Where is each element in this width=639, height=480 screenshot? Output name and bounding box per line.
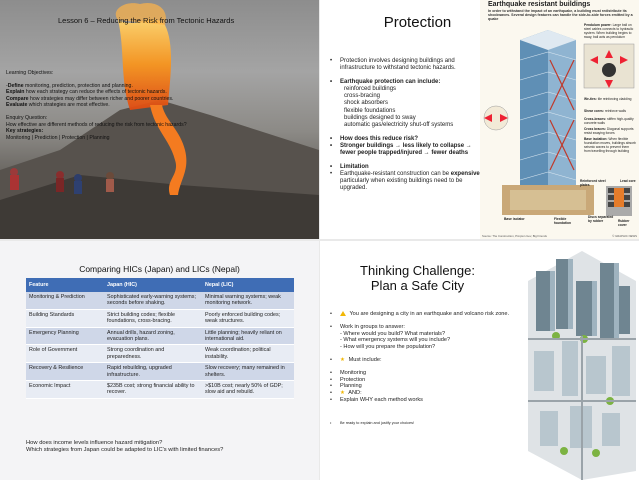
title-line-2: Plan a Safe City (370, 278, 465, 293)
question-1: How does income levels influence hazard mitigation? (26, 440, 163, 446)
must-item: • Planning (326, 383, 522, 390)
learning-objectives (6, 70, 216, 141)
how-heading-bullet: • How does this reduce risk? (326, 136, 484, 143)
must-item: • Protection (326, 377, 522, 384)
table-cell: Weak coordination; political instability. (202, 345, 294, 363)
note-cross-braces-walls: Cross-braces: stiffen high-quality concrete walls (584, 117, 634, 125)
note-base-isolator: Base isolator (504, 217, 525, 221)
lesson-title: Lesson 6 – Reducing the Risk from Tectonic Hazards (58, 16, 235, 25)
note-base-isolation: Base isolation: When flexible foundation moves, buildings absorb seismic waves to prevent them from travelling through building (584, 137, 636, 153)
diagram-title: Earthquake resistant buildings (488, 1, 591, 8)
warning-icon (340, 311, 346, 316)
slide-title (330, 263, 505, 293)
table-cell: $235B cost; strong financial ability to recover. (104, 381, 202, 399)
slide-title: Comparing HICs (Japan) and LICs (Nepal) (79, 264, 240, 274)
objective-item: -Define monitoring, prediction, protection and planning. (6, 82, 133, 89)
table-row (26, 381, 294, 399)
eq-item: reinforced buildings (344, 85, 397, 92)
key-strategies-heading: Key strategies: (6, 128, 44, 135)
note-rubber-cover: Rubber cover (618, 219, 630, 227)
table-cell: Emergency Planning (26, 327, 104, 345)
discussion-questions (26, 440, 306, 455)
enquiry-text: How effective are different methods of reducing the risk from tectonic hazards? (6, 121, 187, 128)
note-we-ties: We-ties: tile reinforcing cladding (584, 97, 632, 101)
slide-comparison[interactable] (0, 241, 319, 480)
table-cell: Annual drills, hazard zoning, evacuation plans. (104, 327, 202, 345)
table-row (26, 363, 294, 381)
groups-heading: • Work in groups to answer: (326, 324, 522, 331)
limitation-text: • Earthquake-resistant construction can be expensive particularly when existing buildings need to be upgraded. (326, 171, 484, 193)
footer-bullet: • Be ready to explain and justify your choices! (326, 420, 522, 427)
intro-bullet: • You are designing a city in an earthquake and volcano risk zone. (326, 311, 522, 318)
protection-text (326, 58, 484, 193)
title-line-1: Thinking Challenge: (360, 263, 475, 278)
table-cell: Recovery & Resilience (26, 363, 104, 381)
table-cell: Monitoring & Prediction (26, 292, 104, 309)
intro-bullet: • Protection involves designing buildings and infrastructure to withstand tectonic hazards. (326, 58, 484, 73)
table-cell: >$10B cost; nearly 50% of GDP; slow aid and rebuild. (202, 381, 294, 399)
eq-heading-bullet: • Earthquake protection can include: (326, 79, 484, 86)
explain-bullet: • Explain WHY each method works (326, 397, 522, 404)
table-cell: Role of Government (26, 345, 104, 363)
key-strategies-text: Monitoring | Prediction | Protection | Planning (6, 134, 110, 141)
objective-item: Compare how strategies may differ between richer and poorer countries. (6, 95, 174, 102)
table-cell: Slow recovery; many remained in shelters. (202, 363, 294, 381)
question-2: Which strategies from Japan could be adapted to LIC's with limited finances? (26, 447, 224, 454)
table-cell: Minimal warning systems; weak monitoring network. (202, 292, 294, 309)
limitation-heading: • Limitation (326, 164, 484, 171)
column-header: Japan (HIC) (104, 278, 202, 292)
eq-item: cross-bracing (344, 93, 381, 100)
note-cross-braces: Cross braces: Diagonal supports resist swaying forces (584, 127, 634, 135)
note-pendulum: Pendulum power: Large ball on steel cables connects to hydraulic system. When building begins to sway, ball acts as pendulum (584, 23, 634, 39)
slide-lesson-title[interactable] (0, 0, 319, 239)
note-shear-cores: Shear cores: reinforce walls (584, 109, 626, 113)
diagram-subtitle: In order to withstand the impact of an earthquake, a building must redistribute its shockwaves. Several design features can handle the side-to-side forces emitted by a quake (488, 9, 633, 22)
column-header: Nepal (LIC) (202, 278, 294, 292)
diagram-source: Source: The Construction, Pimpton Gov, Big Friends © GRAPHIC NEWS (482, 234, 637, 238)
and-bullet: • ★ AND: (326, 390, 522, 397)
column-header: Feature (26, 278, 104, 292)
enquiry-heading: Enquiry Question: (6, 114, 48, 121)
table-cell: Strict building codes; flexible foundations, cross-bracing. (104, 309, 202, 327)
slide-thinking-challenge[interactable] (320, 241, 639, 480)
table-row (26, 309, 294, 327)
isometric-city-image (526, 241, 639, 480)
table-cell: Building Standards (26, 309, 104, 327)
table-row (26, 292, 294, 309)
table-cell: Little planning; heavily reliant on international aid. (202, 327, 294, 345)
must-item: • Monitoring (326, 370, 522, 377)
note-flexible-foundation: Flexible foundation (554, 217, 572, 225)
earthquake-building-diagram (480, 0, 639, 239)
objective-item: Explain how each strategy can reduce the effects of tectonic hazards. (6, 89, 167, 96)
objective-item: Evaluate which strategies are most effective. (6, 102, 110, 109)
how-text-bullet: • Stronger buildings → less likely to collapse → fewer people trapped/injured → fewer deaths (326, 143, 484, 158)
table-cell: Economic Impact (26, 381, 104, 399)
group-question: - How will you prepare the population? (340, 344, 436, 351)
objectives-heading: Learning Objectives: (6, 70, 54, 76)
slide-title: Protection (383, 14, 452, 31)
eq-item: flexible foundations (344, 107, 396, 114)
comparison-table (26, 278, 294, 399)
note-rubber-discs: Discs separated by rubber (588, 215, 614, 223)
table-cell: Strong coordination and preparedness. (104, 345, 202, 363)
slide-protection[interactable] (320, 0, 639, 239)
group-question: - What emergency systems will you include? (340, 337, 451, 344)
eq-item: shock absorbers (344, 100, 389, 107)
table-cell: Rapid rebuilding, upgraded infrastructure. (104, 363, 202, 381)
note-steel-plates: Reinforced steel plates (580, 179, 606, 187)
must-include-bullet: • ★ Must include: (326, 357, 522, 364)
group-question: - Where would you build? What materials? (340, 330, 446, 337)
table-cell: Poorly enforced building codes; weak structures. (202, 309, 294, 327)
star-icon: ★ (340, 356, 346, 363)
table-header-row (26, 278, 294, 292)
challenge-text (326, 311, 522, 427)
note-lead-core: Lead core (620, 179, 636, 183)
table-row (26, 345, 294, 363)
table-cell: Sophisticated early-warning systems; seconds before shaking. (104, 292, 202, 309)
eq-item: buildings designed to sway (344, 115, 416, 122)
eq-item: automatic gas/electricity shut-off systems (344, 122, 454, 129)
star-icon: ★ (340, 390, 346, 397)
table-row (26, 327, 294, 345)
